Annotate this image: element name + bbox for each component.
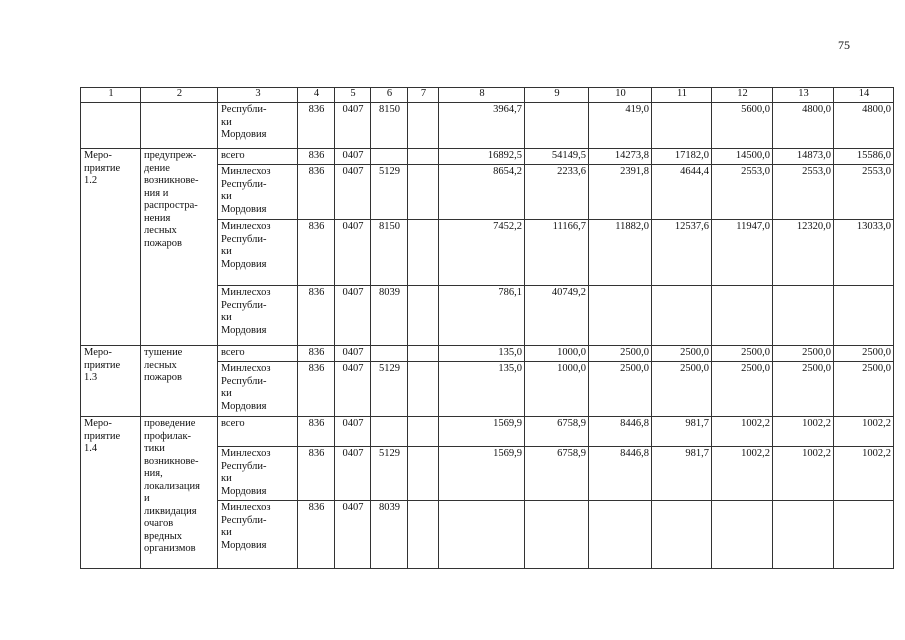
value-cell-c4: 836	[298, 417, 335, 447]
value-cell-c5: 0407	[335, 165, 371, 220]
column-number-12: 12	[712, 88, 773, 103]
value-cell-v13: 4800,0	[773, 103, 834, 149]
value-cell-c7	[408, 220, 439, 286]
value-cell-v9: 6758,9	[525, 417, 589, 447]
value-cell-c4: 836	[298, 220, 335, 286]
table-row	[81, 417, 894, 447]
value-cell-v11: 981,7	[652, 447, 712, 501]
value-cell-c4: 836	[298, 447, 335, 501]
value-cell-v13: 2553,0	[773, 165, 834, 220]
value-cell-c6: 8039	[371, 286, 408, 346]
table-row	[81, 346, 894, 362]
value-cell-v10: 2391,8	[589, 165, 652, 220]
column-number-7: 7	[408, 88, 439, 103]
value-cell-c5: 0407	[335, 501, 371, 569]
value-cell-c4: 836	[298, 165, 335, 220]
value-cell-v11	[652, 501, 712, 569]
value-cell-v14: 4800,0	[834, 103, 894, 149]
value-cell-c7	[408, 286, 439, 346]
value-cell-v13: 1002,2	[773, 417, 834, 447]
value-cell-c7	[408, 501, 439, 569]
value-cell-v9: 11166,7	[525, 220, 589, 286]
value-cell-c4: 836	[298, 346, 335, 362]
value-cell-v10: 11882,0	[589, 220, 652, 286]
measure-title: тушение лесных пожаров	[141, 346, 218, 417]
value-cell-c7	[408, 362, 439, 417]
recipient-cell: Минлесхоз Республи- ки Мордовия	[218, 220, 298, 286]
value-cell-v12: 5600,0	[712, 103, 773, 149]
column-number-5: 5	[335, 88, 371, 103]
value-cell-v14: 15586,0	[834, 149, 894, 165]
value-cell-v9: 2233,6	[525, 165, 589, 220]
value-cell-v8: 7452,2	[439, 220, 525, 286]
value-cell-v11	[652, 286, 712, 346]
column-number-6: 6	[371, 88, 408, 103]
value-cell-v8: 135,0	[439, 362, 525, 417]
value-cell-v9: 1000,0	[525, 362, 589, 417]
value-cell-c6: 5129	[371, 362, 408, 417]
value-cell-c4: 836	[298, 286, 335, 346]
column-number-9: 9	[525, 88, 589, 103]
value-cell-v12: 2500,0	[712, 346, 773, 362]
value-cell-v11: 2500,0	[652, 362, 712, 417]
value-cell-v14	[834, 286, 894, 346]
value-cell-v14	[834, 501, 894, 569]
value-cell-v8: 135,0	[439, 346, 525, 362]
value-cell-c6: 5129	[371, 447, 408, 501]
value-cell-v9: 6758,9	[525, 447, 589, 501]
value-cell-c5: 0407	[335, 220, 371, 286]
value-cell-c4: 836	[298, 103, 335, 149]
value-cell-v8	[439, 501, 525, 569]
value-cell-v14: 2500,0	[834, 362, 894, 417]
measure-title: проведение профилак- тики возникнове- ния, локализация и ликвидация очагов вредных организмов	[141, 417, 218, 569]
value-cell-v10: 14273,8	[589, 149, 652, 165]
header-row	[81, 88, 894, 103]
column-number-1: 1	[81, 88, 141, 103]
value-cell-c6: 5129	[371, 165, 408, 220]
value-cell-c7	[408, 417, 439, 447]
column-number-8: 8	[439, 88, 525, 103]
recipient-cell: всего	[218, 417, 298, 447]
value-cell-c6	[371, 346, 408, 362]
value-cell-v12	[712, 286, 773, 346]
column-number-2: 2	[141, 88, 218, 103]
value-cell-c6: 8150	[371, 220, 408, 286]
value-cell-c6	[371, 149, 408, 165]
recipient-cell: Минлесхоз Республи- ки Мордовия	[218, 286, 298, 346]
value-cell-v9	[525, 501, 589, 569]
value-cell-c5: 0407	[335, 417, 371, 447]
value-cell-v12: 11947,0	[712, 220, 773, 286]
recipient-cell: всего	[218, 149, 298, 165]
value-cell-v10	[589, 501, 652, 569]
value-cell-v12	[712, 501, 773, 569]
column-number-3: 3	[218, 88, 298, 103]
value-cell-c6: 8039	[371, 501, 408, 569]
value-cell-v10: 8446,8	[589, 417, 652, 447]
value-cell-c5: 0407	[335, 447, 371, 501]
value-cell-v9: 54149,5	[525, 149, 589, 165]
value-cell-v10: 2500,0	[589, 362, 652, 417]
value-cell-v13	[773, 501, 834, 569]
value-cell-c7	[408, 165, 439, 220]
recipient-cell: Минлесхоз Республи- ки Мордовия	[218, 447, 298, 501]
empty-cell	[141, 103, 218, 149]
value-cell-v13: 14873,0	[773, 149, 834, 165]
value-cell-v11: 2500,0	[652, 346, 712, 362]
value-cell-v12: 2553,0	[712, 165, 773, 220]
value-cell-c7	[408, 149, 439, 165]
value-cell-v11: 981,7	[652, 417, 712, 447]
budget-table	[80, 87, 894, 569]
value-cell-v8: 1569,9	[439, 447, 525, 501]
value-cell-v10	[589, 286, 652, 346]
value-cell-c6	[371, 417, 408, 447]
measure-label: Меро- приятие 1.4	[81, 417, 141, 569]
value-cell-v10: 8446,8	[589, 447, 652, 501]
value-cell-c5: 0407	[335, 346, 371, 362]
value-cell-c5: 0407	[335, 149, 371, 165]
value-cell-v8: 16892,5	[439, 149, 525, 165]
value-cell-v13	[773, 286, 834, 346]
value-cell-c4: 836	[298, 362, 335, 417]
value-cell-v11: 17182,0	[652, 149, 712, 165]
value-cell-v9: 1000,0	[525, 346, 589, 362]
value-cell-c7	[408, 346, 439, 362]
column-number-13: 13	[773, 88, 834, 103]
value-cell-v10: 2500,0	[589, 346, 652, 362]
value-cell-c7	[408, 447, 439, 501]
value-cell-v8: 8654,2	[439, 165, 525, 220]
value-cell-v8: 3964,7	[439, 103, 525, 149]
value-cell-v12: 2500,0	[712, 362, 773, 417]
value-cell-c5: 0407	[335, 286, 371, 346]
value-cell-v12: 1002,2	[712, 417, 773, 447]
measure-title: предупреж- дение возникнове- ния и распростра- нения лесных пожаров	[141, 149, 218, 346]
value-cell-v8: 1569,9	[439, 417, 525, 447]
value-cell-v9	[525, 103, 589, 149]
value-cell-v11	[652, 103, 712, 149]
measure-label: Меро- приятие 1.2	[81, 149, 141, 346]
column-number-4: 4	[298, 88, 335, 103]
value-cell-c5: 0407	[335, 362, 371, 417]
recipient-cell: Минлесхоз Республи- ки Мордовия	[218, 362, 298, 417]
recipient-cell: всего	[218, 346, 298, 362]
value-cell-v13: 1002,2	[773, 447, 834, 501]
recipient-cell: Минлесхоз Республи- ки Мордовия	[218, 165, 298, 220]
value-cell-c7	[408, 103, 439, 149]
value-cell-v13: 2500,0	[773, 346, 834, 362]
value-cell-v8: 786,1	[439, 286, 525, 346]
value-cell-v12: 1002,2	[712, 447, 773, 501]
value-cell-v11: 12537,6	[652, 220, 712, 286]
column-number-14: 14	[834, 88, 894, 103]
table-row	[81, 103, 894, 149]
empty-cell	[81, 103, 141, 149]
value-cell-v14: 2553,0	[834, 165, 894, 220]
value-cell-v14: 1002,2	[834, 417, 894, 447]
value-cell-v13: 2500,0	[773, 362, 834, 417]
value-cell-c6: 8150	[371, 103, 408, 149]
value-cell-c4: 836	[298, 149, 335, 165]
value-cell-v13: 12320,0	[773, 220, 834, 286]
table-row	[81, 149, 894, 165]
value-cell-v14: 1002,2	[834, 447, 894, 501]
value-cell-v12: 14500,0	[712, 149, 773, 165]
column-number-11: 11	[652, 88, 712, 103]
measure-label: Меро- приятие 1.3	[81, 346, 141, 417]
recipient-cell: Республи- ки Мордовия	[218, 103, 298, 149]
value-cell-v9: 40749,2	[525, 286, 589, 346]
value-cell-v14: 2500,0	[834, 346, 894, 362]
recipient-cell: Минлесхоз Республи- ки Мордовия	[218, 501, 298, 569]
page-number: 75	[838, 38, 850, 52]
value-cell-c4: 836	[298, 501, 335, 569]
value-cell-c5: 0407	[335, 103, 371, 149]
value-cell-v10: 419,0	[589, 103, 652, 149]
column-number-10: 10	[589, 88, 652, 103]
value-cell-v11: 4644,4	[652, 165, 712, 220]
value-cell-v14: 13033,0	[834, 220, 894, 286]
